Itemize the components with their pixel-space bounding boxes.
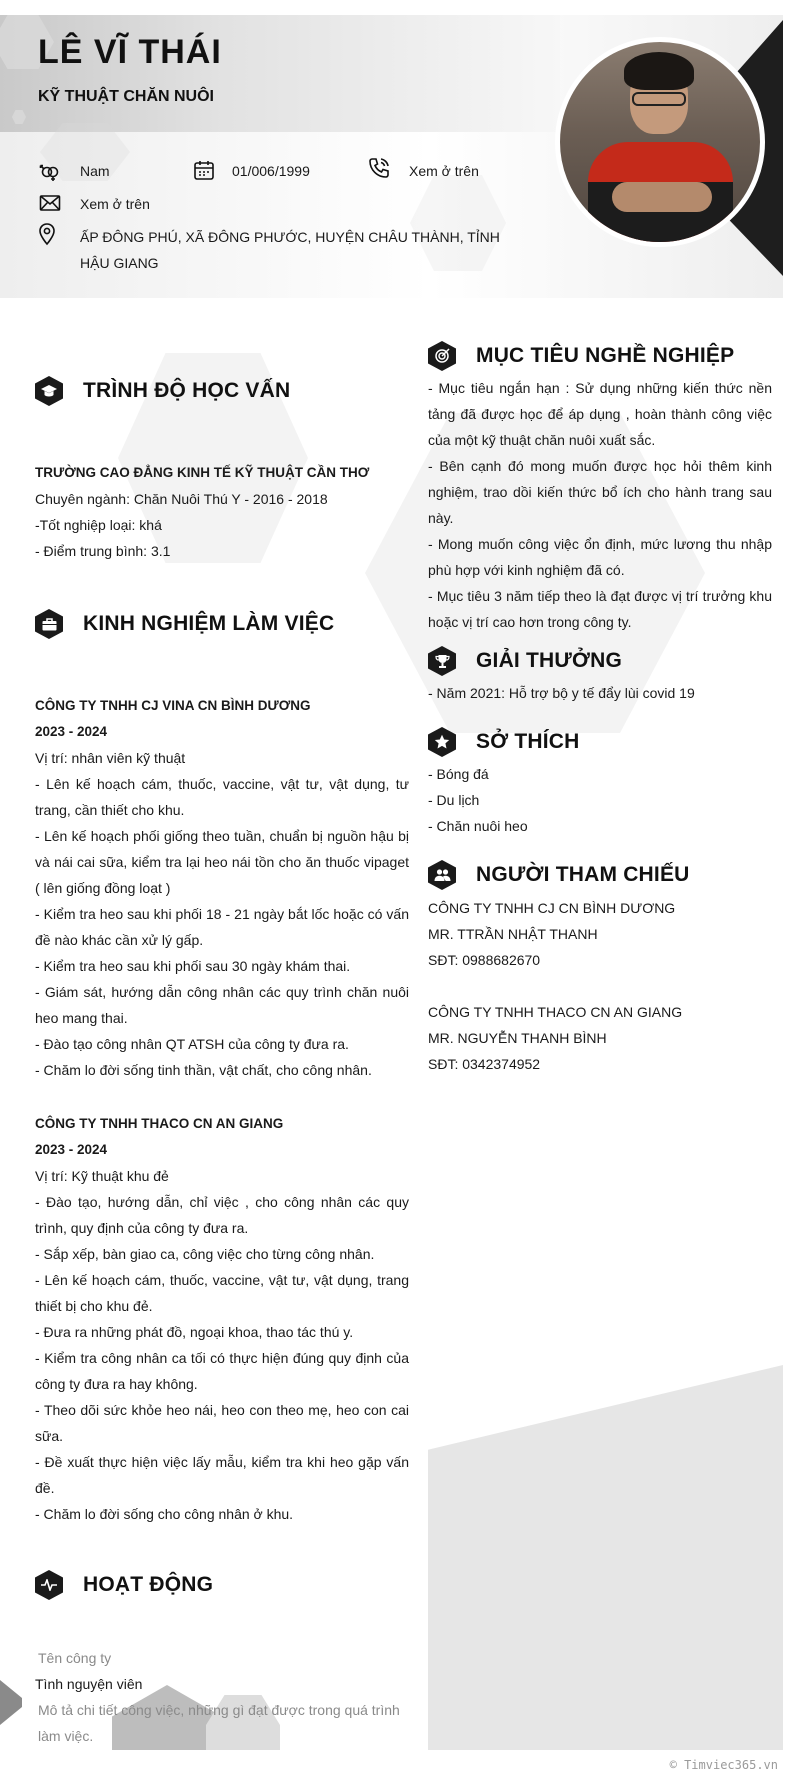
education-header xyxy=(35,376,290,406)
job-period: 2023 - 2024 xyxy=(35,1142,108,1157)
objective-line: - Mong muốn công việc ổn định, mức lương thu nhập phù hợp với kinh nghiệm đã có. xyxy=(428,536,772,578)
star-icon xyxy=(428,727,456,757)
job-line: - Đưa ra những phát đồ, ngoại khoa, thao tác thú y. xyxy=(35,1324,354,1340)
reference-company: CÔNG TY TNHH THACO CN AN GIANG xyxy=(428,1004,683,1020)
awards-header xyxy=(428,646,622,676)
objective-line: - Mục tiêu 3 năm tiếp theo là đạt được vị trí trưởng khu hoặc vị trí cao hơn trong công ty. xyxy=(428,588,772,630)
education-line: Chuyên ngành: Chăn Nuôi Thú Y - 2016 - 2018 xyxy=(35,491,328,507)
objective-header xyxy=(428,341,734,371)
job-line: - Lên kế hoạch phối giống theo tuần, chuẩn bị nguồn hậu bị và nái cai sữa, kiểm tra lại heo nái tồn cho ăn thuốc vipaget ( lên giống đồng loạt ) xyxy=(35,828,409,896)
job-line: - Kiểm tra heo sau khi phối sau 30 ngày khám thai. xyxy=(35,958,351,974)
objective-line: - Bên cạnh đó mong muốn được học hỏi thêm kinh nghiệm, trao dồi kiến thức bổ ích cho hành trang sau này. xyxy=(428,458,772,526)
references-header xyxy=(428,860,690,890)
school-name: TRƯỜNG CAO ĐẲNG KINH TẾ KỸ THUẬT CẦN THƠ xyxy=(35,465,370,480)
graduation-cap-icon xyxy=(35,376,63,406)
award-line: - Năm 2021: Hỗ trợ bộ y tế đẩy lùi covid 19 xyxy=(428,685,695,701)
pulse-icon xyxy=(35,1570,63,1600)
job-period: 2023 - 2024 xyxy=(35,724,108,739)
job-line: - Chăm lo đời sống cho công nhân ở khu. xyxy=(35,1506,294,1522)
target-icon xyxy=(428,341,456,371)
people-icon xyxy=(428,860,456,890)
reference-phone: SĐT: 0342374952 xyxy=(428,1056,541,1072)
job-line: - Theo dõi sức khỏe heo nái, heo con theo mẹ, heo con cai sữa. xyxy=(35,1402,409,1444)
experience-title: KINH NGHIỆM LÀM VIỆC xyxy=(83,612,335,635)
education-content xyxy=(35,460,405,564)
birthday-value: 01/006/1999 xyxy=(232,163,310,179)
hobby-line: - Du lịch xyxy=(428,792,480,808)
job-line: - Lên kế hoạch cám, thuốc, vaccine, vật tư, vật dụng, trang thiết bị cho khu đẻ. xyxy=(35,1272,409,1314)
job-company: CÔNG TY TNHH THACO CN AN GIANG xyxy=(35,1116,284,1131)
job-line: - Đào tạo, hướng dẫn, chỉ việc , cho công nhân các quy trình, quy định của công ty đưa ra. xyxy=(35,1194,409,1236)
location-pin-icon xyxy=(35,222,59,246)
experience-job xyxy=(35,1111,409,1527)
hobbies-content xyxy=(428,761,772,839)
reference-name: MR. NGUYỄN THANH BÌNH xyxy=(428,1030,607,1046)
job-line: Vị trí: nhân viên kỹ thuật xyxy=(35,750,186,766)
education-line: - Điểm trung bình: 3.1 xyxy=(35,543,171,559)
cv-page xyxy=(0,15,783,1750)
education-line: -Tốt nghiệp loại: khá xyxy=(35,517,162,533)
hobbies-title: SỞ THÍCH xyxy=(476,730,580,753)
experience-job xyxy=(35,693,409,1083)
job-line: - Giám sát, hướng dẫn công nhân các quy trình chăn nuôi heo mang thai. xyxy=(35,984,409,1026)
reference-phone: SĐT: 0988682670 xyxy=(428,952,541,968)
job-line: - Kiểm tra công nhân ca tối có thực hiện đúng quy định của công ty đưa ra hay không. xyxy=(35,1350,409,1392)
hobby-line: - Bóng đá xyxy=(428,766,489,782)
awards-content xyxy=(428,680,772,706)
job-company: CÔNG TY TNHH CJ VINA CN BÌNH DƯƠNG xyxy=(35,698,311,713)
watermark: © Timviec365.vn xyxy=(669,1758,778,1772)
activity-role: Tình nguyện viên xyxy=(35,1676,143,1692)
experience-header xyxy=(35,609,334,639)
gender-value: Nam xyxy=(80,163,110,179)
job-line: - Lên kế hoạch cám, thuốc, vaccine, vật tư, vật dụng, tư trang, cần thiết cho khu. xyxy=(35,776,409,818)
activity-company-placeholder[interactable]: Tên công ty xyxy=(38,1650,112,1666)
briefcase-icon xyxy=(35,609,63,639)
gender-icon xyxy=(38,160,62,184)
bg-corner-shape xyxy=(428,1365,783,1750)
activities-header xyxy=(35,1570,213,1600)
objective-title: MỤC TIÊU NGHỀ NGHIỆP xyxy=(476,344,735,367)
activity-item xyxy=(35,1645,409,1749)
avatar xyxy=(555,37,765,247)
objective-line: - Mục tiêu ngắn hạn : Sử dụng những kiến thức nền tảng đã được học để áp dụng , hoàn thành công việc của một kỹ thuật chăn nuôi xuất sắc. xyxy=(428,380,772,448)
objective-content xyxy=(428,375,772,635)
job-line: Vị trí: Kỹ thuật khu đẻ xyxy=(35,1168,169,1184)
job-line: - Đào tạo công nhân QT ATSH của công ty đưa ra. xyxy=(35,1036,349,1052)
activity-description-placeholder[interactable]: Mô tả chi tiết công việc, những gì đạt được trong quá trình làm việc. xyxy=(38,1702,400,1744)
email-value: Xem ở trên xyxy=(80,196,150,212)
trophy-icon xyxy=(428,646,456,676)
envelope-icon xyxy=(38,191,62,215)
hobby-line: - Chăn nuôi heo xyxy=(428,818,528,834)
job-line: - Chăm lo đời sống tinh thần, vật chất, cho công nhân. xyxy=(35,1062,372,1078)
phone-icon xyxy=(367,156,391,180)
reference-item xyxy=(428,895,772,973)
job-line: - Kiểm tra heo sau khi phối 18 - 21 ngày bắt lốc hoặc có vấn đề nào khác cần xử lý gấp. xyxy=(35,906,409,948)
calendar-icon xyxy=(192,158,216,182)
candidate-job-title: KỸ THUẬT CHĂN NUÔI xyxy=(38,88,214,105)
hobbies-header xyxy=(428,727,580,757)
job-line: - Sắp xếp, bàn giao ca, công việc cho từng công nhân. xyxy=(35,1246,375,1262)
candidate-name: LÊ VĨ THÁI xyxy=(38,33,222,71)
reference-item xyxy=(428,999,772,1077)
activities-title: HOẠT ĐỘNG xyxy=(83,1573,214,1596)
cv-header xyxy=(0,15,783,298)
phone-value: Xem ở trên xyxy=(409,163,479,179)
awards-title: GIẢI THƯỞNG xyxy=(476,649,623,672)
reference-name: MR. TTRẦN NHẬT THANH xyxy=(428,926,598,942)
reference-company: CÔNG TY TNHH CJ CN BÌNH DƯƠNG xyxy=(428,900,676,916)
bg-shape xyxy=(0,1680,22,1725)
references-title: NGƯỜI THAM CHIẾU xyxy=(476,863,690,886)
address-value: ẤP ĐÔNG PHÚ, XÃ ĐÔNG PHƯỚC, HUYỆN CHÂU THÀNH, TỈNH HẬU GIANG xyxy=(80,229,500,271)
job-line: - Đề xuất thực hiện việc lấy mẫu, kiểm tra khi heo gặp vấn đề. xyxy=(35,1454,409,1496)
education-title: TRÌNH ĐỘ HỌC VẤN xyxy=(83,379,291,402)
